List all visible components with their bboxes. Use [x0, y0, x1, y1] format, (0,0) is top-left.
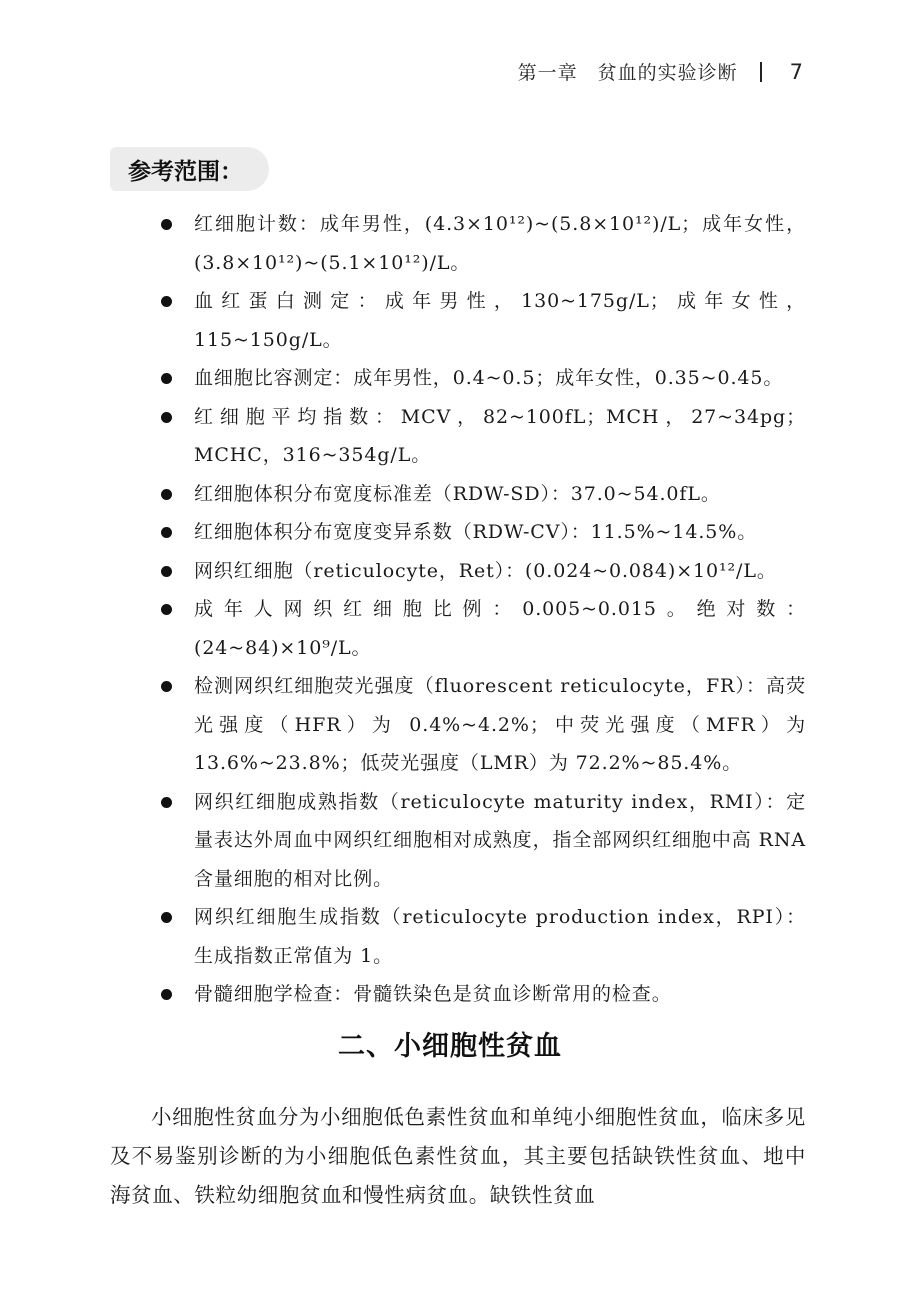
list-item: 血细胞比容测定：成年男性，0.4~0.5；成年女性，0.35~0.45。 — [110, 359, 806, 398]
list-item: 检测网织红细胞荧光强度（fluorescent reticulocyte，FR）：高荧光强度（HFR）为 0.4%~4.2%；中荧光强度（MFR）为 13.6%~23.8%；低荧光强度（LMR）为 72.2%~85.4%。 — [110, 667, 806, 783]
list-item: 红细胞计数：成年男性，(4.3×10¹²)~(5.8×10¹²)/L；成年女性，(3.8×10¹²)~(5.1×10¹²)/L。 — [110, 205, 806, 282]
list-item: 网织红细胞生成指数（reticulocyte production index，RPI）：生成指数正常值为 1。 — [110, 898, 806, 975]
list-item: 网织红细胞成熟指数（reticulocyte maturity index，RMI）：定量表达外周血中网织红细胞相对成熟度，指全部网织红细胞中高 RNA 含量细胞的相对比例。 — [110, 783, 806, 899]
header-divider — [760, 62, 762, 82]
running-header — [518, 58, 804, 85]
body-paragraph: 小细胞性贫血分为小细胞低色素性贫血和单纯小细胞性贫血，临床多见及不易鉴别诊断的为小细胞低色素性贫血，其主要包括缺铁性贫血、地中海贫血、铁粒幼细胞贫血和慢性病贫血。缺铁性贫血 — [110, 1105, 806, 1207]
list-item: 红细胞体积分布宽度标准差（RDW-SD）：37.0~54.0fL。 — [110, 475, 806, 514]
reference-range-list — [110, 205, 806, 1014]
reference-range-heading: 参考范围： — [110, 147, 269, 191]
page-number: 7 — [789, 59, 804, 84]
list-item: 成年人网织红细胞比例：0.005~0.015。绝对数：(24~84)×10⁹/L。 — [110, 590, 806, 667]
list-item: 红细胞体积分布宽度变异系数（RDW-CV）：11.5%~14.5%。 — [110, 513, 806, 552]
section-title: 二、小细胞性贫血 — [338, 1031, 562, 1062]
list-item: 骨髓细胞学检查：骨髓铁染色是贫血诊断常用的检查。 — [110, 975, 806, 1014]
list-item: 红细胞平均指数：MCV，82~100fL；MCH，27~34pg；MCHC，316~354g/L。 — [110, 398, 806, 475]
chapter-title: 第一章 贫血的实验诊断 — [517, 62, 738, 84]
list-item: 血红蛋白测定：成年男性，130~175g/L；成年女性，115~150g/L。 — [110, 282, 806, 359]
list-item: 网织红细胞（reticulocyte，Ret）：(0.024~0.084)×10¹²/L。 — [110, 552, 806, 591]
